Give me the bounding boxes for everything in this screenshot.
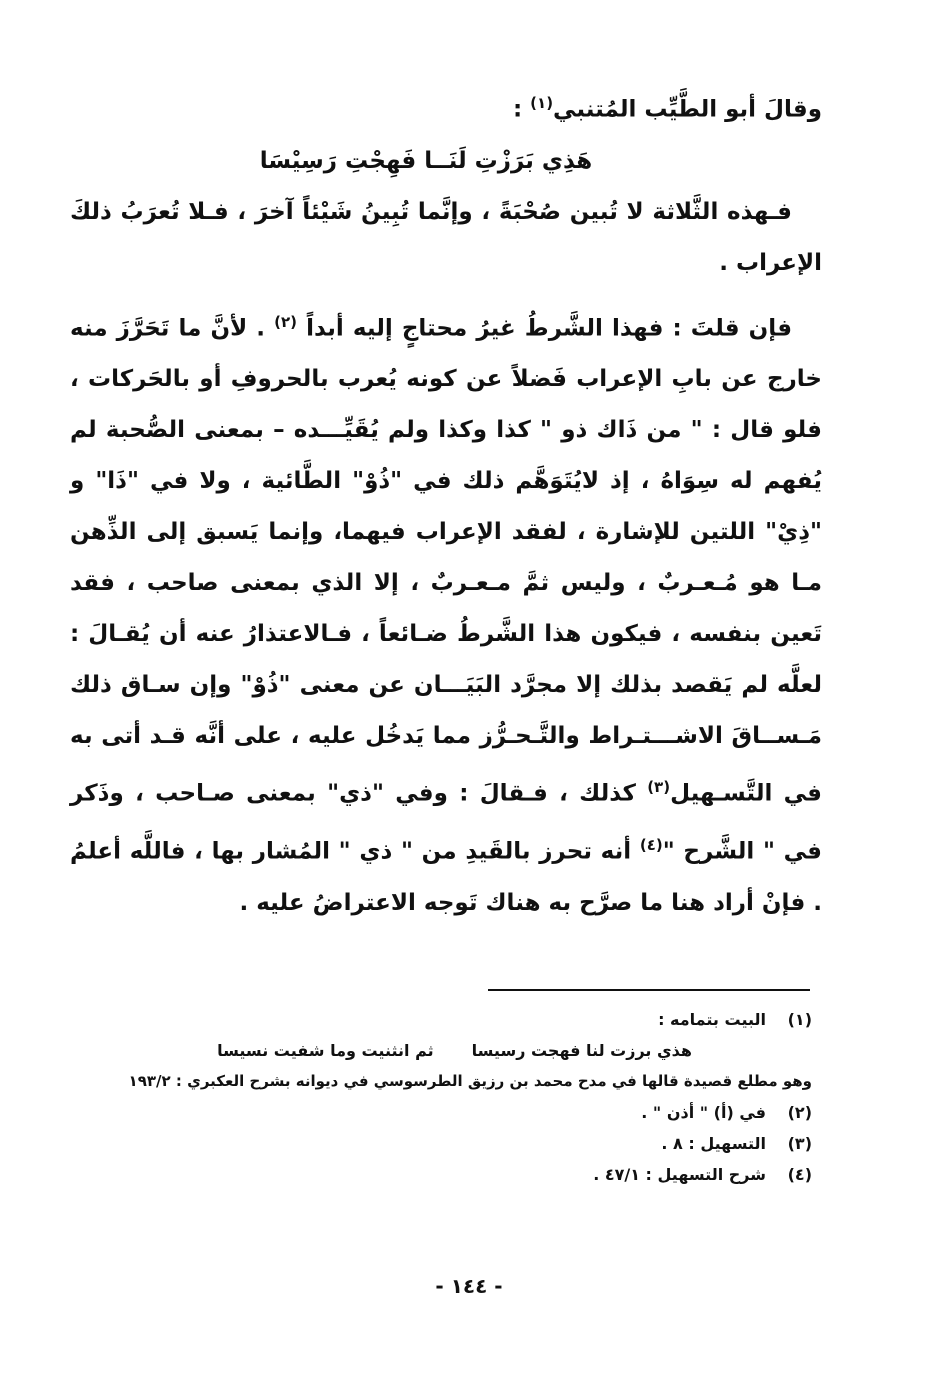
footnote-number: (٢) [787,1103,812,1122]
footnote-1 [70,1004,812,1035]
paragraph-2-part-3: كذلك ، فـقالَ : وفي "ذي" بمعنى صـاحب ، وذَكر في " الشَّرح " [70,780,822,865]
paragraph-1: فـهذه الثَّلاثة لا تُبين صُحْبَةً ، وإنَّما تُبِينُ شَيْئاً آخرَ ، فـلا تُعرَبُ ذلكَ الإعراب . [70,198,822,276]
main-text [70,78,822,929]
footnote-3 [70,1128,812,1159]
footnote-ref-2: (٢) [274,312,298,331]
poem-verse: هَذِي بَرَزْتِ لَنَــا فَهِجْتِ رَسِيْسَا [259,147,593,174]
footnote-verse-second: ثم انثنيت وما شفيت نسيسا [217,1041,434,1060]
footnote-number: (١) [787,1010,812,1029]
intro-line [70,78,822,136]
footnote-number: (٣) [787,1134,812,1153]
footnote-1-continuation: وهو مطلع قصيدة قالها في مدح محمد بن رزيق الطرسوسي في ديوانه بشرح العكبري : ١٩٣/٢ [128,1072,812,1090]
footnote-verse [70,1035,812,1066]
paragraph-2-part-1: فإن قلتَ : فهذا الشَّرطُ غيرُ محتاجٍ إليه أبداً [297,315,792,342]
footnote-ref-1: (١) [530,94,554,112]
footnotes [70,1004,812,1190]
page-number: - ١٤٤ - [435,1274,503,1298]
intro-colon: : [512,96,531,123]
footnote-verse-first: هذي برزت لنا فهجت رسيسا [471,1041,692,1060]
footnote-ref-4: (٤) [639,835,663,854]
footnote-text: شرح التسهيل : ٤٧/١ . [593,1165,766,1184]
footnote-text: البيت بتمامه : [658,1010,766,1029]
footnote-number: (٤) [787,1165,812,1184]
paragraph-2-part-4: أنه تحرز بالقَيدِ من " ذي " المُشار بها ، فاللَّه أعلمُ . فإنْ أراد هنا ما صرَّح به هناك تَوجه الاعتراضُ عليه . [70,838,822,916]
paragraph-2 [70,297,822,929]
footnote-4 [70,1159,812,1190]
footnote-text: التسهيل : ٨ . [661,1134,766,1153]
footnote-2 [70,1097,812,1128]
footnote-text: في (أ) " أذن " . [641,1103,766,1122]
intro-text: وقالَ أبو الطَّيِّب المُتنبي [553,96,822,123]
footnote-ref-3: (٣) [647,778,671,797]
paragraph-2-part-2: . لأنَّ ما تَحَرَّزَ منه خارج عن بابِ الإعراب فَضلاً عن كونه يُعرب بالحروفِ أو بالحَركات ، فلو قال : " من ذَاك ذو " كذا وكذا ولم يُقَيِّـــده – بمعنى الصُّحبة لم يُفهم له سِوَاهُ ، إذ لايُتَوَهَّم ذلك في "ذُوْ" الطَّائية ، ولا في "ذَا" و "ذِيْ" اللتين للإشارة ، لفقد الإعراب فيهما، وإنما يَسبق إلى الذِّهن مـا هو مُـعـربٌ ، وليس ثمَّ مـعـربٌ ، إلا الذي بمعنى صاحب ، فقد تَعين بنفسه ، فيكون هذا الشَّرطُ ضـائعاً ، فـالاعتذارُ عنه أن يُقـالَ : لعلَّه لم يَقصد بذلك إلا مجرَّد البَيَـــان عن معنى "ذُوْ" وإن سـاق ذلك مَـســاقَ الاشـــتـراط والتَّـحـرُّز مما يَدخُل عليه ، على أنَّه قـد أتى به في التَّسـهيل [70,315,822,807]
footnote-divider [488,989,810,991]
